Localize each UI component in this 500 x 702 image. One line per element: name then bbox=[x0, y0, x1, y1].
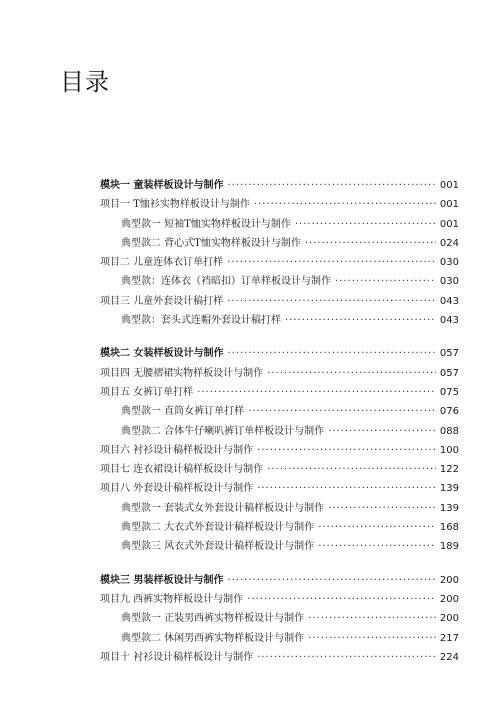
dot-leader bbox=[308, 613, 436, 624]
toc-entry-case[interactable] bbox=[100, 422, 459, 441]
toc-entry-title: 模块二 女装样板设计与制作 bbox=[100, 348, 224, 360]
dot-leader bbox=[247, 594, 436, 605]
toc-entry-title: 模块一 童装样板设计与制作 bbox=[100, 180, 224, 191]
toc-entry-title: 模块三 男装样板设计与制作 bbox=[100, 574, 224, 586]
toc-section bbox=[100, 571, 459, 667]
toc-page-number: 139 bbox=[439, 502, 459, 514]
dot-leader bbox=[197, 387, 436, 398]
toc-page-number: 200 bbox=[439, 593, 459, 605]
toc-entry-title: 项目六 衬衫设计稿样板设计与制作 bbox=[100, 444, 254, 456]
toc-entry-project[interactable] bbox=[100, 648, 459, 667]
dot-leader bbox=[227, 296, 436, 307]
dot-leader bbox=[254, 199, 436, 210]
toc-entry-title: 项目九 西裤实物样板设计与制作 bbox=[100, 593, 244, 605]
dot-leader bbox=[227, 348, 435, 359]
toc-page-number: 224 bbox=[439, 651, 459, 663]
toc-entry-title: 典型款二 休闲男西裤实物样板设计与制作 bbox=[121, 632, 305, 644]
toc-entry-title: 典型款一 短袖T恤实物样板设计与制作 bbox=[121, 218, 291, 230]
toc-page-number: 088 bbox=[439, 425, 459, 437]
toc-entry-case[interactable] bbox=[100, 234, 459, 253]
dot-leader bbox=[257, 445, 436, 456]
toc-entry-title: 典型款二 背心式T恤实物样板设计与制作 bbox=[121, 237, 301, 249]
toc-entry-module[interactable] bbox=[100, 571, 459, 590]
toc-entry-case[interactable] bbox=[100, 609, 459, 628]
toc-entry-case[interactable] bbox=[100, 499, 459, 518]
toc-page-number: 122 bbox=[439, 464, 459, 476]
toc-entry-project[interactable] bbox=[100, 292, 459, 311]
toc-entry-title: 典型款二 大衣式外套设计稿样板设计与制作 bbox=[121, 522, 315, 534]
toc-page-number: 043 bbox=[439, 315, 459, 327]
toc-page-number: 200 bbox=[439, 574, 459, 586]
toc-entry-title: 典型款：套头式连帽外套设计稿打样 bbox=[121, 315, 281, 327]
toc-entry-title: 项目一 T恤衫实物样板设计与制作 bbox=[100, 199, 250, 211]
toc-section bbox=[100, 344, 459, 556]
toc-entry-case[interactable] bbox=[100, 518, 459, 537]
toc-page-number: 168 bbox=[439, 522, 459, 534]
dot-leader bbox=[285, 315, 436, 326]
dot-leader bbox=[267, 464, 436, 475]
toc-entry-project[interactable] bbox=[100, 460, 459, 479]
dot-leader bbox=[227, 257, 436, 268]
toc-entry-case[interactable] bbox=[100, 215, 459, 234]
toc-entry-module[interactable] bbox=[100, 344, 459, 363]
toc-entry-project[interactable] bbox=[100, 364, 459, 383]
dot-leader bbox=[248, 406, 436, 417]
page-title: 目录 bbox=[60, 68, 110, 96]
toc-entry-case[interactable] bbox=[100, 402, 459, 421]
toc-entry-title: 典型款一 套装式女外套设计稿样板设计与制作 bbox=[121, 502, 325, 514]
toc-entry-title: 项目四 无腰褶裙实物样板设计与制作 bbox=[100, 367, 264, 379]
toc-entry-case[interactable] bbox=[100, 537, 459, 556]
toc-section bbox=[100, 176, 459, 330]
toc-entry-case[interactable] bbox=[100, 272, 459, 291]
toc-page-number: 189 bbox=[439, 541, 459, 553]
toc-entry-case[interactable] bbox=[100, 629, 459, 648]
toc-page-number: 024 bbox=[439, 237, 459, 249]
toc-page-number: 030 bbox=[439, 257, 459, 269]
toc-entry-title: 项目五 女裤订单打样 bbox=[100, 386, 194, 398]
toc-page-number: 139 bbox=[439, 483, 459, 495]
toc-entry-project[interactable] bbox=[100, 253, 459, 272]
dot-leader bbox=[318, 522, 436, 533]
toc-page-number: 057 bbox=[439, 348, 459, 360]
dot-leader bbox=[267, 368, 436, 379]
toc-entry-title: 项目二 儿童连体衣订单打样 bbox=[100, 257, 224, 269]
dot-leader bbox=[295, 219, 436, 230]
dot-leader bbox=[227, 180, 435, 191]
dot-leader bbox=[227, 575, 435, 586]
toc-entry-title: 项目八 外套设计稿样板设计与制作 bbox=[100, 483, 254, 495]
dot-leader bbox=[305, 238, 436, 249]
toc-entry-title: 典型款三 风衣式外套设计稿样板设计与制作 bbox=[121, 541, 315, 553]
toc-entry-title: 项目三 儿童外套设计稿打样 bbox=[100, 295, 224, 307]
toc-entry-title: 项目七 连衣裙设计稿样板设计与制作 bbox=[100, 464, 264, 476]
toc-entry-title: 典型款二 合体牛仔喇叭裤订单样板设计与制作 bbox=[121, 425, 325, 437]
toc-entry-case[interactable] bbox=[100, 311, 459, 330]
toc-page-number: 217 bbox=[439, 632, 459, 644]
dot-leader bbox=[257, 483, 436, 494]
toc-entry-title: 典型款一 直筒女裤订单打样 bbox=[121, 406, 245, 418]
toc-entry-title: 典型款一 正装男西裤实物样板设计与制作 bbox=[121, 613, 305, 625]
toc-page-number: 100 bbox=[439, 444, 459, 456]
toc-entry-module[interactable] bbox=[100, 176, 459, 195]
dot-leader bbox=[318, 541, 436, 552]
dot-leader bbox=[308, 633, 436, 644]
toc-page-number: 001 bbox=[439, 218, 459, 230]
toc-entry-title: 典型款：连体衣（裆暗扣）订单样板设计与制作 bbox=[121, 276, 331, 288]
toc-page-number: 030 bbox=[439, 276, 459, 288]
toc-page-number: 001 bbox=[439, 199, 459, 211]
toc-entry-project[interactable] bbox=[100, 441, 459, 460]
dot-leader bbox=[257, 652, 436, 663]
toc-page-number: 075 bbox=[439, 386, 459, 398]
table-of-contents bbox=[100, 176, 459, 681]
toc-entry-project[interactable] bbox=[100, 195, 459, 214]
dot-leader bbox=[335, 276, 436, 287]
toc-page-number: 200 bbox=[439, 613, 459, 625]
toc-entry-project[interactable] bbox=[100, 479, 459, 498]
toc-entry-project[interactable] bbox=[100, 383, 459, 402]
toc-page-number: 076 bbox=[439, 406, 459, 418]
toc-page-number: 001 bbox=[439, 180, 459, 191]
toc-page-number: 057 bbox=[439, 367, 459, 379]
toc-entry-title: 项目十 衬衫设计稿样板设计与制作 bbox=[100, 651, 254, 663]
toc-entry-project[interactable] bbox=[100, 590, 459, 609]
dot-leader bbox=[328, 426, 436, 437]
toc-page-number: 043 bbox=[439, 295, 459, 307]
dot-leader bbox=[328, 503, 436, 514]
